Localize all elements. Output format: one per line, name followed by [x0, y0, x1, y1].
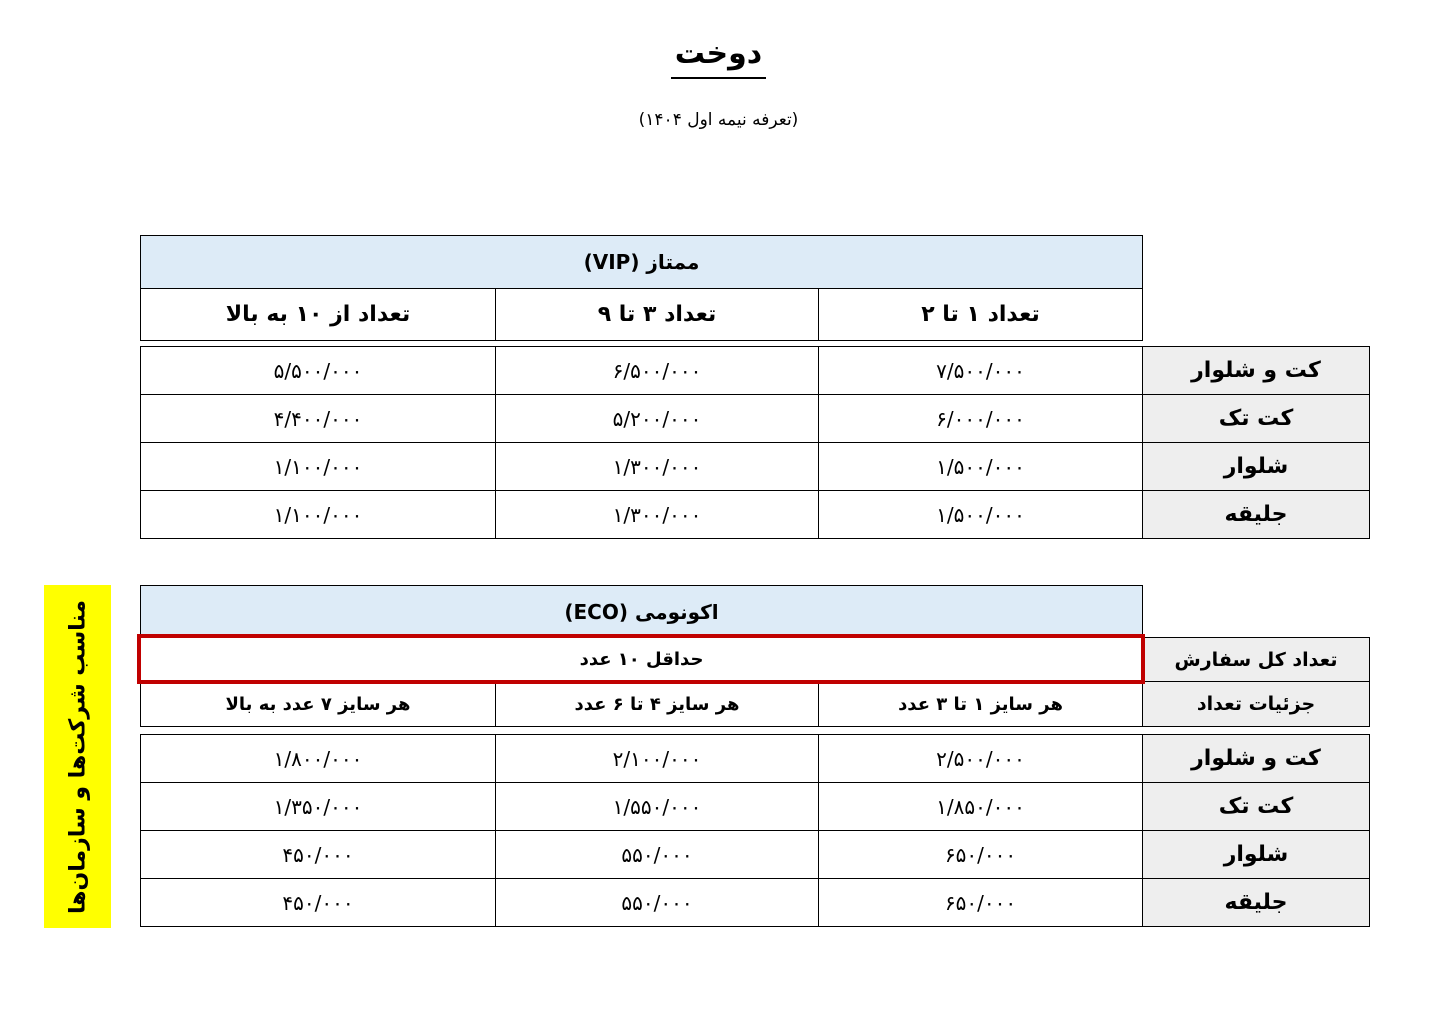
- vip-r4-c3: ۱/۱۰۰/۰۰۰: [141, 491, 496, 539]
- vip-r4-label: جلیقه: [1143, 491, 1370, 539]
- eco-price-table: [140, 734, 1370, 927]
- eco-r1-label: کت و شلوار: [1143, 735, 1370, 783]
- eco-r1-c3: ۱/۸۰۰/۰۰۰: [141, 735, 496, 783]
- vip-r1-c2: ۶/۵۰۰/۰۰۰: [496, 347, 819, 395]
- eco-r4-c3: ۴۵۰/۰۰۰: [141, 879, 496, 927]
- eco-col-2: هر سایز ۴ تا ۶ عدد: [496, 682, 819, 727]
- vip-r3-c3: ۱/۱۰۰/۰۰۰: [141, 443, 496, 491]
- page-title: دوخت: [0, 36, 1437, 71]
- eco-header: اکونومی (ECO): [141, 586, 1143, 638]
- vip-r2-c2: ۵/۲۰۰/۰۰۰: [496, 395, 819, 443]
- vip-r3-label: شلوار: [1143, 443, 1370, 491]
- eco-r3-c2: ۵۵۰/۰۰۰: [496, 831, 819, 879]
- vip-r2-c3: ۴/۴۰۰/۰۰۰: [141, 395, 496, 443]
- vip-price-table: [140, 346, 1370, 539]
- side-note-text: مناسب شرکت‌ها و سازمان‌ها: [65, 599, 90, 914]
- vip-r2-label: کت تک: [1143, 395, 1370, 443]
- eco-r2-label: کت تک: [1143, 783, 1370, 831]
- page-subtitle: (تعرفه نیمه اول ۱۴۰۴): [638, 110, 799, 130]
- eco-r2-c2: ۱/۵۵۰/۰۰۰: [496, 783, 819, 831]
- eco-r3-label: شلوار: [1143, 831, 1370, 879]
- table-row: [141, 443, 1370, 491]
- vip-r2-c1: ۶/۰۰۰/۰۰۰: [819, 395, 1143, 443]
- table-row: [141, 879, 1370, 927]
- table-row: [141, 831, 1370, 879]
- vip-col-2: تعداد ۳ تا ۹: [496, 289, 819, 341]
- table-row: [141, 735, 1370, 783]
- vip-r1-c1: ۷/۵۰۰/۰۰۰: [819, 347, 1143, 395]
- vip-r1-c3: ۵/۵۰۰/۰۰۰: [141, 347, 496, 395]
- eco-total-label: تعداد کل سفارش: [1143, 638, 1370, 682]
- table-row: [141, 347, 1370, 395]
- eco-r4-label: جلیقه: [1143, 879, 1370, 927]
- eco-r2-c1: ۱/۸۵۰/۰۰۰: [819, 783, 1143, 831]
- eco-r3-c1: ۶۵۰/۰۰۰: [819, 831, 1143, 879]
- eco-col-1: هر سایز ۱ تا ۳ عدد: [819, 682, 1143, 727]
- vip-r4-c1: ۱/۵۰۰/۰۰۰: [819, 491, 1143, 539]
- vip-header: ممتاز (VIP): [141, 236, 1143, 289]
- eco-r1-c2: ۲/۱۰۰/۰۰۰: [496, 735, 819, 783]
- eco-col-3: هر سایز ۷ عدد به بالا: [141, 682, 496, 727]
- eco-min-order: حداقل ۱۰ عدد: [141, 638, 1143, 682]
- eco-r3-c3: ۴۵۰/۰۰۰: [141, 831, 496, 879]
- eco-r4-c1: ۶۵۰/۰۰۰: [819, 879, 1143, 927]
- side-note: [44, 585, 111, 928]
- vip-header-table: [140, 235, 1143, 341]
- eco-r4-c2: ۵۵۰/۰۰۰: [496, 879, 819, 927]
- table-row: [141, 491, 1370, 539]
- vip-r4-c2: ۱/۳۰۰/۰۰۰: [496, 491, 819, 539]
- vip-r1-label: کت و شلوار: [1143, 347, 1370, 395]
- vip-r3-c2: ۱/۳۰۰/۰۰۰: [496, 443, 819, 491]
- eco-r2-c3: ۱/۳۵۰/۰۰۰: [141, 783, 496, 831]
- vip-r3-c1: ۱/۵۰۰/۰۰۰: [819, 443, 1143, 491]
- vip-col-1: تعداد ۱ تا ۲: [819, 289, 1143, 341]
- vip-col-3: تعداد از ۱۰ به بالا: [141, 289, 496, 341]
- eco-r1-c1: ۲/۵۰۰/۰۰۰: [819, 735, 1143, 783]
- eco-header-table: [140, 585, 1370, 727]
- table-row: [141, 783, 1370, 831]
- eco-details-label: جزئیات تعداد: [1143, 682, 1370, 727]
- table-row: [141, 395, 1370, 443]
